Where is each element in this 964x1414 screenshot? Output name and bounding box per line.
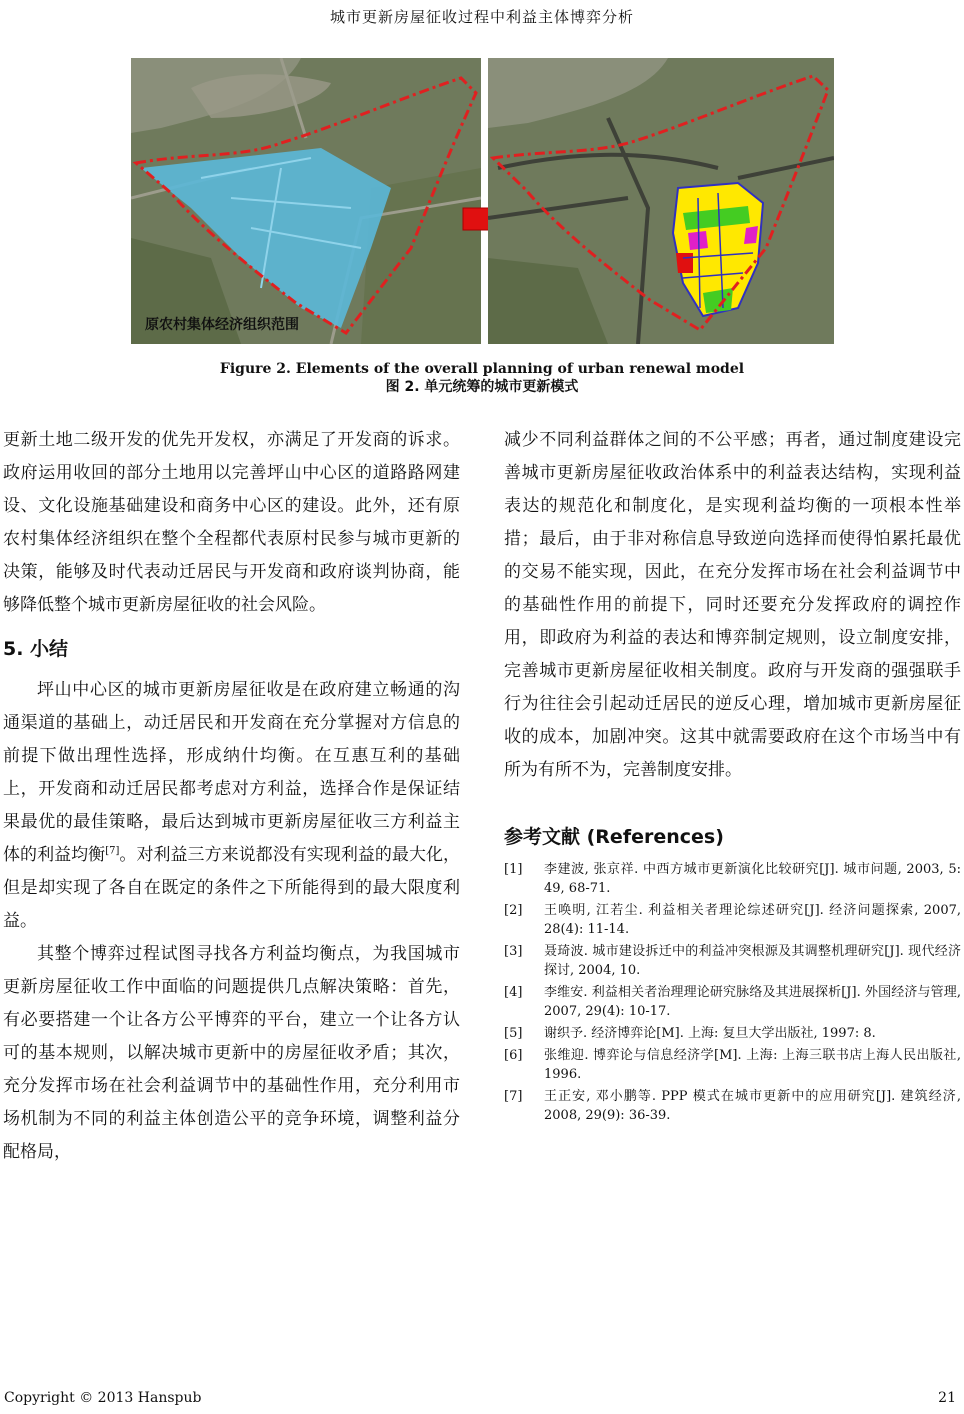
reference-item bbox=[504, 1046, 961, 1084]
reference-list bbox=[504, 860, 961, 1125]
reference-text: 李维安. 利益相关者治理理论研究脉络及其进展探析[J]. 外国经济与管理, 2007, 29(4): 10-17. bbox=[544, 985, 961, 1019]
reference-text: 王唤明, 江若尘. 利益相关者理论综述研究[J]. 经济问题探索, 2007, 28(4): 11-14. bbox=[544, 903, 961, 937]
paragraph-text: 坪山中心区的城市更新房屋征收是在政府建立畅通的沟通渠道的基础上，动迁居民和开发商在充分掌握对方信息的前提下做出理性选择，形成纳什均衡。在互惠互利的基础上，开发商和动迁居民都考虑对方利益，选择合作是保证结果最优的最佳策略，最后达到城市更新房屋征收三方利益主体的利益均衡 bbox=[3, 680, 460, 865]
reference-number: [1] bbox=[504, 862, 523, 877]
paragraph bbox=[3, 674, 460, 938]
right-column bbox=[504, 424, 961, 1128]
figure-2 bbox=[131, 58, 834, 344]
reference-text: 谢织予. 经济博弈论[M]. 上海: 复旦大学出版社, 1997: 8. bbox=[544, 1026, 876, 1041]
reference-item bbox=[504, 983, 961, 1021]
paragraph: 其整个博弈过程试图寻找各方利益均衡点，为我国城市更新房屋征收工作中面临的问题提供几点解决策略：首先，有必要搭建一个让各方公平博弈的平台，建立一个让各方认可的基本规则，以解决城市更新中的房屋征收矛盾；其次，充分发挥市场在社会利益调节中的基础性作用，充分利用市场机制为不同的利益主体创造公平的竞争环境，调整利益分配格局， bbox=[3, 944, 460, 1162]
figure-caption-cn: 图 2. 单元统筹的城市更新模式 bbox=[385, 379, 579, 395]
references-title: 参考文献 (References) bbox=[504, 826, 724, 848]
figure-caption bbox=[0, 360, 964, 396]
paragraph: 更新土地二级开发的优先开发权，亦满足了开发商的诉求。政府运用收回的部分土地用以完善坪山中心区的道路路网建设、文化设施基础建设和商务中心区的建设。此外，还有原农村集体经济组织在整个全程都代表原村民参与城市更新的决策，能够及时代表动迁居民与开发商和政府谈判协商，能够降低整个城市更新房屋征收的社会风险。 bbox=[3, 430, 460, 615]
reference-number: [7] bbox=[504, 1089, 523, 1104]
reference-number: [6] bbox=[504, 1048, 523, 1063]
reference-number: [4] bbox=[504, 985, 523, 1000]
left-map-label: 原农村集体经济组织范围 bbox=[145, 317, 299, 333]
reference-item bbox=[504, 942, 961, 980]
running-header: 城市更新房屋征收过程中利益主体博弈分析 bbox=[329, 8, 634, 26]
reference-number: [5] bbox=[504, 1026, 523, 1041]
reference-text: 张维迎. 博弈论与信息经济学[M]. 上海: 上海三联书店上海人民出版社, 1996. bbox=[544, 1048, 961, 1082]
paragraph: 减少不同利益群体之间的不公平感；再者，通过制度建设完善城市更新房屋征收政治体系中的利益表达结构，实现利益表达的规范化和制度化，是实现利益均衡的一项根本性举措；最后，由于非对称信息导致逆向选择而使得怕累托最优的交易不能实现，因此，在充分发挥市场在社会利益调节中的基础性作用的前提下，同时还要充分发挥政府的调控作用，即政府为利益的表达和博弈制定规则，设立制度安排，完善城市更新房屋征收相关制度。政府与开发商的强强联手行为往往会引起动迁居民的逆反心理，增加城市更新房屋征收的成本，加剧冲突。这其中就需要政府在这个市场当中有所为有所不为，完善制度安排。 bbox=[504, 430, 961, 780]
copyright: Copyright © 2013 Hanspub bbox=[4, 1390, 202, 1406]
left-column bbox=[3, 424, 460, 1169]
reference-item bbox=[504, 1024, 961, 1043]
citation: [7] bbox=[105, 845, 120, 857]
reference-number: [3] bbox=[504, 944, 523, 959]
left-aerial-map bbox=[131, 58, 481, 344]
reference-text: 王正安, 邓小鹏等. PPP 模式在城市更新中的应用研究[J]. 建筑经济, 2008, 29(9): 36-39. bbox=[544, 1089, 961, 1123]
reference-number: [2] bbox=[504, 903, 523, 918]
page-number: 21 bbox=[938, 1390, 956, 1406]
paragraph-text: 。对利益三方来说都没有实现利益的最大化，但是却实现了各自在既定的条件之下所能得到的最大限度利益。 bbox=[3, 845, 461, 931]
reference-item bbox=[504, 1087, 961, 1125]
right-aerial-map bbox=[488, 58, 834, 344]
right-map-graphic bbox=[488, 58, 834, 344]
figure-caption-en: Figure 2. Elements of the overall planning of urban renewal model bbox=[219, 361, 745, 377]
section-title: 5. 小结 bbox=[3, 638, 69, 660]
reference-item bbox=[504, 901, 961, 939]
left-map-graphic bbox=[131, 58, 481, 344]
reference-text: 聂琦波. 城市建设拆迁中的利益冲突根源及其调整机理研究[J]. 现代经济探讨, 2004, 10. bbox=[544, 944, 961, 978]
reference-item bbox=[504, 860, 961, 898]
reference-text: 李建波, 张京祥. 中西方城市更新演化比较研究[J]. 城市问题, 2003, 5: 49, 68-71. bbox=[544, 862, 961, 896]
